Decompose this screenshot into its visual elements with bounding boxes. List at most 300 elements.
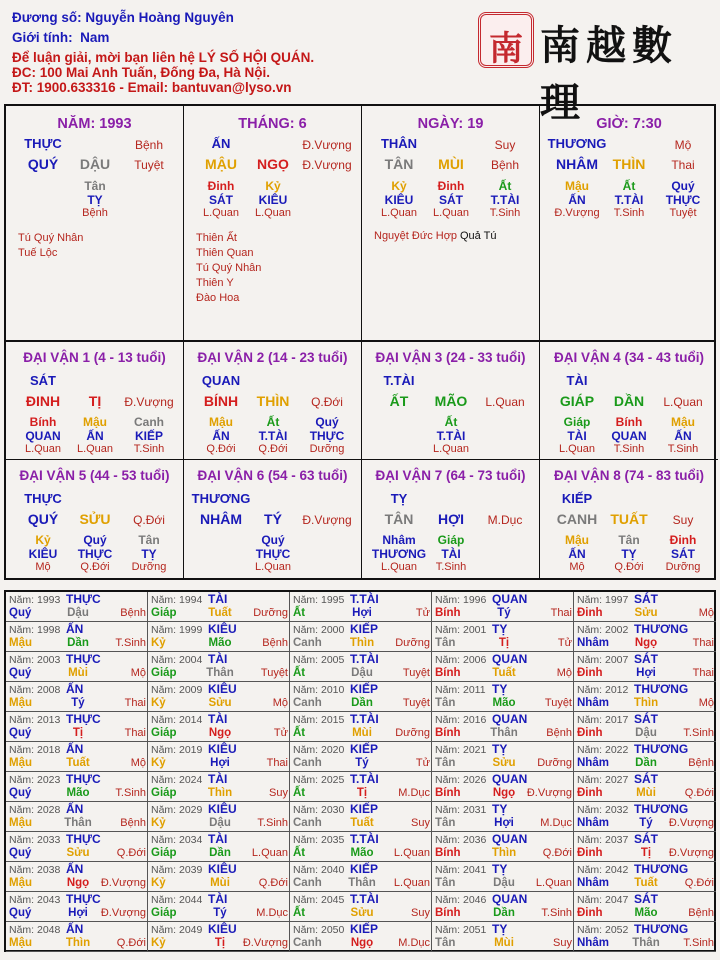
dv-hidden-can: Ất bbox=[444, 415, 458, 429]
chi: MÙI bbox=[438, 156, 464, 172]
year-state: Đ.Vượng bbox=[668, 817, 714, 829]
year-chi: Dậu bbox=[635, 727, 657, 739]
gender-line bbox=[12, 30, 109, 45]
year-state: Thai bbox=[266, 757, 288, 769]
year-state: Q.Đới bbox=[116, 847, 146, 859]
year-can: Mậu bbox=[9, 937, 32, 949]
year-chi: Tý bbox=[71, 697, 85, 709]
year-chi: Thìn bbox=[633, 697, 659, 709]
dv-hidden-can: Tân bbox=[138, 533, 160, 547]
year-star: TỴ bbox=[492, 862, 508, 876]
year-star: TỴ bbox=[492, 742, 508, 756]
dv-hidden-can: Quý bbox=[83, 533, 107, 547]
year-state: Tử bbox=[273, 727, 288, 739]
year-can: Canh bbox=[293, 757, 322, 769]
seal-stamp-icon bbox=[478, 12, 534, 68]
year-star: T.TÀI bbox=[350, 892, 379, 906]
year-cell bbox=[290, 592, 432, 622]
year-chi: Mùi bbox=[210, 877, 230, 889]
year-can: Quý bbox=[9, 847, 32, 859]
year-label: Năm: 2036 bbox=[435, 834, 487, 846]
dai-van-chi: TỊ bbox=[88, 393, 102, 409]
year-chi: Thân bbox=[632, 937, 660, 949]
year-star: KIẾP bbox=[350, 922, 379, 936]
year-can: Tân bbox=[435, 637, 456, 649]
chi: DẬU bbox=[79, 156, 111, 172]
year-can: Nhâm bbox=[577, 937, 609, 949]
year-state: Bệnh bbox=[262, 637, 288, 649]
year-cell bbox=[6, 592, 148, 622]
year-star: THỰC bbox=[66, 652, 101, 666]
dai-van-chi: MÃO bbox=[434, 393, 468, 409]
year-chi: Dần bbox=[493, 907, 515, 919]
dai-van-chi: TUẤT bbox=[610, 511, 648, 527]
year-chi: Tý bbox=[497, 607, 511, 619]
year-label: Năm: 2039 bbox=[151, 864, 203, 876]
year-chi: Hợi bbox=[494, 817, 514, 829]
year-chi: Sửu bbox=[66, 847, 90, 859]
dv-hidden-state: T.Sinh bbox=[613, 443, 645, 455]
year-can: Mậu bbox=[9, 757, 32, 769]
year-can: Canh bbox=[293, 637, 322, 649]
dai-van-5 bbox=[6, 460, 184, 578]
hidden-can: Mậu bbox=[565, 179, 589, 193]
year-cell bbox=[574, 652, 716, 682]
year-star: ẤN bbox=[66, 622, 84, 636]
thap-than: THƯƠNG bbox=[547, 136, 607, 151]
year-can: Bính bbox=[435, 907, 461, 919]
dai-van-state: Q.Đới bbox=[311, 395, 343, 409]
year-chi: Sửu bbox=[350, 907, 374, 919]
year-star: ẤN bbox=[66, 922, 84, 936]
year-cell bbox=[290, 802, 432, 832]
year-star: ẤN bbox=[66, 682, 84, 696]
year-cell bbox=[148, 922, 290, 952]
dai-van-can: CANH bbox=[556, 511, 598, 527]
pillar-0 bbox=[6, 106, 184, 340]
dv-hidden-can: Tân bbox=[618, 533, 640, 547]
year-chi: Tuất bbox=[634, 877, 658, 889]
can: MẬU bbox=[205, 156, 237, 172]
year-cell bbox=[6, 712, 148, 742]
dv-hidden-star: QUAN bbox=[611, 429, 647, 443]
year-can: Tân bbox=[435, 697, 456, 709]
year-can: Bính bbox=[435, 787, 461, 799]
year-chi: Mùi bbox=[494, 937, 514, 949]
year-label: Năm: 2019 bbox=[151, 744, 203, 756]
pillar-title: GIỜ: 7:30 bbox=[596, 116, 662, 132]
dai-van-state: Suy bbox=[672, 513, 694, 527]
dai-van-chi: SỬU bbox=[79, 511, 111, 527]
year-chi: Dần bbox=[209, 847, 231, 859]
year-chi: Thân bbox=[206, 667, 234, 679]
dv-hidden-state: L.Quan bbox=[558, 443, 596, 455]
year-chi: Hợi bbox=[68, 907, 88, 919]
thap-than: THÂN bbox=[380, 136, 418, 151]
year-star: T.TÀI bbox=[350, 652, 379, 666]
year-star: TỴ bbox=[492, 922, 508, 936]
shensha: Thiên Y bbox=[196, 277, 234, 289]
year-label: Năm: 2050 bbox=[293, 924, 345, 936]
dv-hidden-star: KIẾP bbox=[134, 429, 163, 443]
year-can: Ất bbox=[293, 607, 306, 619]
hidden-star: KIÊU bbox=[258, 193, 288, 207]
hidden-can: Quý bbox=[671, 179, 695, 193]
dv-hidden-state: L.Quan bbox=[24, 443, 62, 455]
brand-logo: 南越數理 bbox=[540, 22, 678, 126]
dv-hidden-state: Dưỡng bbox=[309, 443, 345, 455]
year-label: Năm: 2026 bbox=[435, 774, 487, 786]
dai-van-title: ĐẠI VẬN 3 (24 - 33 tuổi) bbox=[375, 350, 526, 365]
dv-hidden-can: Nhâm bbox=[382, 533, 416, 547]
year-state: Mộ bbox=[698, 607, 714, 619]
year-can: Đinh bbox=[577, 607, 603, 619]
year-cell bbox=[574, 832, 716, 862]
year-state: Dưỡng bbox=[253, 607, 288, 619]
year-star: TÀI bbox=[208, 592, 228, 606]
year-chi: Tị bbox=[72, 727, 84, 739]
year-can: Canh bbox=[293, 697, 322, 709]
year-star: TỴ bbox=[492, 682, 508, 696]
year-can: Bính bbox=[435, 727, 461, 739]
year-state: T.Sinh bbox=[541, 907, 572, 919]
dv-hidden-star: ẤN bbox=[212, 429, 230, 443]
year-cell bbox=[432, 742, 574, 772]
hidden-state: Đ.Vượng bbox=[554, 207, 600, 219]
year-state: L.Quan bbox=[393, 847, 430, 859]
year-star: KIẾP bbox=[350, 802, 379, 816]
four-pillars-panel bbox=[4, 104, 716, 342]
address-line: ĐC: 100 Mai Anh Tuấn, Đống Đa, Hà Nội. bbox=[12, 65, 271, 80]
year-state: Mộ bbox=[130, 667, 146, 679]
year-chi: Dậu bbox=[351, 667, 373, 679]
year-chi: Hợi bbox=[636, 667, 656, 679]
shensha: Tuế Lộc bbox=[18, 247, 58, 259]
year-cell bbox=[432, 862, 574, 892]
dv-hidden-star: ẤN bbox=[86, 429, 104, 443]
gender-label: Giới tính: bbox=[12, 30, 73, 45]
year-label: Năm: 2020 bbox=[293, 744, 345, 756]
gender-value: Nam bbox=[80, 30, 110, 45]
year-label: Năm: 1998 bbox=[9, 624, 61, 636]
year-chi: Tý bbox=[213, 907, 227, 919]
year-can: Mậu bbox=[9, 817, 32, 829]
year-star: THỰC bbox=[66, 712, 101, 726]
year-star: THỰC bbox=[66, 592, 101, 606]
year-label: Năm: 1994 bbox=[151, 594, 203, 606]
hidden-star: T.TÀI bbox=[614, 193, 644, 207]
year-label: Năm: 2002 bbox=[577, 624, 629, 636]
year-state: M.Dục bbox=[540, 817, 572, 829]
year-chi: Mùi bbox=[352, 727, 372, 739]
year-can: Giáp bbox=[151, 667, 177, 679]
year-star: SÁT bbox=[634, 712, 658, 726]
year-cell bbox=[574, 742, 716, 772]
year-label: Năm: 2009 bbox=[151, 684, 203, 696]
year-state: Q.Đới bbox=[542, 847, 572, 859]
year-label: Năm: 2014 bbox=[151, 714, 203, 726]
year-label: Năm: 2021 bbox=[435, 744, 487, 756]
dv-hidden-can: Quý bbox=[315, 415, 339, 429]
hidden-state: L.Quan bbox=[380, 207, 418, 219]
dai-van-can: BÍNH bbox=[203, 393, 239, 409]
year-chi: Hợi bbox=[352, 607, 372, 619]
can: TÂN bbox=[384, 156, 414, 172]
year-cell bbox=[6, 892, 148, 922]
year-cell bbox=[6, 802, 148, 832]
year-can: Ất bbox=[293, 907, 306, 919]
dai-van-can: QUÝ bbox=[27, 511, 59, 527]
shensha: Tú Quý Nhân bbox=[18, 232, 84, 244]
year-chi: Thìn bbox=[491, 847, 517, 859]
year-chi: Tị bbox=[214, 937, 226, 949]
year-cell bbox=[148, 862, 290, 892]
year-chi: Tị bbox=[356, 787, 368, 799]
year-label: Năm: 2045 bbox=[293, 894, 345, 906]
hidden-star: TỴ bbox=[87, 193, 103, 207]
year-can: Quý bbox=[9, 727, 32, 739]
year-label: Năm: 2004 bbox=[151, 654, 203, 666]
dv-hidden-star: THỰC bbox=[255, 547, 291, 561]
dv-hidden-can: Mậu bbox=[83, 415, 107, 429]
dv-hidden-state: T.Sinh bbox=[667, 443, 699, 455]
year-star: THƯƠNG bbox=[634, 862, 689, 876]
seal-text: 南 bbox=[489, 29, 523, 69]
year-star: KIÊU bbox=[208, 862, 237, 876]
dai-van-can: NHÂM bbox=[200, 511, 242, 527]
dv-hidden-star: ẤN bbox=[568, 547, 586, 561]
dv-hidden-star: THỰC bbox=[309, 429, 345, 443]
dv-hidden-can: Canh bbox=[134, 415, 164, 429]
year-chi: Tý bbox=[355, 757, 369, 769]
can-state: Mộ bbox=[674, 138, 692, 152]
year-star: T.TÀI bbox=[350, 772, 379, 786]
pillar-1 bbox=[184, 106, 362, 340]
year-state: Suy bbox=[411, 907, 430, 919]
year-cell bbox=[290, 742, 432, 772]
year-label: Năm: 2015 bbox=[293, 714, 345, 726]
dai-van-star: SÁT bbox=[30, 373, 56, 388]
year-chi: Mùi bbox=[636, 787, 656, 799]
year-state: T.Sinh bbox=[683, 937, 714, 949]
year-star: T.TÀI bbox=[350, 712, 379, 726]
year-star: THỰC bbox=[66, 892, 101, 906]
year-cell bbox=[432, 622, 574, 652]
year-label: Năm: 2029 bbox=[151, 804, 203, 816]
year-star: KIÊU bbox=[208, 922, 237, 936]
can: QUÝ bbox=[27, 156, 59, 172]
dv-hidden-state: L.Quan bbox=[76, 443, 114, 455]
year-state: Tuyệt bbox=[402, 697, 430, 709]
year-star: ẤN bbox=[66, 862, 84, 876]
hidden-can: Ất bbox=[622, 179, 636, 193]
year-can: Kỷ bbox=[151, 697, 166, 709]
year-can: Đinh bbox=[577, 847, 603, 859]
dai-van-title: ĐẠI VẬN 7 (64 - 73 tuổi) bbox=[375, 468, 526, 483]
dai-van-3 bbox=[362, 342, 540, 460]
dv-hidden-state: L.Quan bbox=[432, 443, 470, 455]
year-can: Giáp bbox=[151, 907, 177, 919]
year-cell bbox=[290, 772, 432, 802]
shensha: Đào Hoa bbox=[196, 292, 240, 304]
year-state: Thai bbox=[550, 607, 572, 619]
year-label: Năm: 2007 bbox=[577, 654, 629, 666]
year-cell bbox=[290, 682, 432, 712]
dai-van-title: ĐẠI VẬN 5 (44 - 53 tuổi) bbox=[19, 468, 170, 483]
year-chi: Dậu bbox=[209, 817, 231, 829]
dv-hidden-star: T.TÀI bbox=[436, 429, 466, 443]
chi-state: Thai bbox=[671, 158, 695, 172]
year-state: Đ.Vượng bbox=[100, 877, 146, 889]
year-cell bbox=[574, 772, 716, 802]
year-star: QUAN bbox=[492, 712, 528, 726]
year-label: Năm: 2010 bbox=[293, 684, 345, 696]
year-chi: Sửu bbox=[492, 757, 516, 769]
dv-hidden-state: T.Sinh bbox=[435, 561, 467, 573]
year-label: Năm: 2047 bbox=[577, 894, 629, 906]
year-can: Nhâm bbox=[577, 757, 609, 769]
dv-hidden-can: Giáp bbox=[563, 415, 591, 429]
year-star: THƯƠNG bbox=[634, 682, 689, 696]
dv-hidden-star: TỴ bbox=[141, 547, 157, 561]
year-can: Canh bbox=[293, 817, 322, 829]
year-can: Đinh bbox=[577, 787, 603, 799]
year-cell bbox=[148, 592, 290, 622]
year-cell bbox=[290, 922, 432, 952]
dai-van-1 bbox=[6, 342, 184, 460]
year-label: Năm: 2024 bbox=[151, 774, 203, 786]
shensha: Tú Quý Nhân bbox=[196, 262, 262, 274]
year-cell bbox=[432, 592, 574, 622]
dai-van-state: L.Quan bbox=[485, 395, 525, 409]
contact-line: Để luận giải, mời bạn liên hệ LÝ SỐ HỘI QUÁN. bbox=[12, 50, 315, 65]
year-star: QUAN bbox=[492, 772, 528, 786]
year-chi: Thân bbox=[348, 877, 376, 889]
year-can: Quý bbox=[9, 787, 32, 799]
year-cell bbox=[574, 892, 716, 922]
hidden-can: Kỷ bbox=[265, 179, 281, 193]
year-state: T.Sinh bbox=[115, 787, 146, 799]
pillar-2 bbox=[362, 106, 540, 340]
year-state: Đ.Vượng bbox=[100, 907, 146, 919]
year-cell bbox=[432, 892, 574, 922]
year-cell bbox=[290, 832, 432, 862]
year-chi: Tị bbox=[640, 847, 652, 859]
dv-hidden-can: Mậu bbox=[565, 533, 589, 547]
shensha: Quả Tú bbox=[460, 230, 497, 242]
year-cell bbox=[148, 832, 290, 862]
year-label: Năm: 2049 bbox=[151, 924, 203, 936]
year-state: Suy bbox=[411, 817, 430, 829]
dv-hidden-state: Dưỡng bbox=[665, 561, 701, 573]
year-star: THỰC bbox=[66, 832, 101, 846]
year-star: TÀI bbox=[208, 712, 228, 726]
dv-hidden-state: Q.Đới bbox=[614, 561, 644, 573]
dai-van-title: ĐẠI VẬN 2 (14 - 23 tuổi) bbox=[197, 350, 348, 365]
year-state: Dưỡng bbox=[395, 637, 430, 649]
year-label: Năm: 2000 bbox=[293, 624, 345, 636]
year-state: L.Quan bbox=[393, 877, 430, 889]
can-state: Suy bbox=[494, 138, 516, 152]
year-state: M.Dục bbox=[398, 787, 430, 799]
year-star: KIÊU bbox=[208, 742, 237, 756]
year-state: L.Quan bbox=[251, 847, 288, 859]
year-label: Năm: 2008 bbox=[9, 684, 61, 696]
year-chi: Tuất bbox=[208, 607, 232, 619]
year-label: Năm: 2028 bbox=[9, 804, 61, 816]
year-label: Năm: 2046 bbox=[435, 894, 487, 906]
pillar-3 bbox=[540, 106, 718, 340]
year-state: L.Quan bbox=[535, 877, 572, 889]
year-label: Năm: 2023 bbox=[9, 774, 61, 786]
year-cell bbox=[6, 862, 148, 892]
year-state: Thai bbox=[692, 637, 714, 649]
year-chi: Hợi bbox=[210, 757, 230, 769]
year-state: Q.Đới bbox=[116, 937, 146, 949]
year-label: Năm: 2006 bbox=[435, 654, 487, 666]
can-state: Bệnh bbox=[134, 138, 164, 152]
year-can: Ất bbox=[293, 727, 306, 739]
dai-van-can: ĐINH bbox=[25, 393, 61, 409]
year-state: Thai bbox=[692, 667, 714, 679]
year-label: Năm: 2035 bbox=[293, 834, 345, 846]
year-label: Năm: 2017 bbox=[577, 714, 629, 726]
year-label: Năm: 2003 bbox=[9, 654, 61, 666]
phone-email-line: ĐT: 1900.633316 - Email: bantuvan@lyso.vn bbox=[12, 80, 292, 95]
year-state: M.Dục bbox=[256, 907, 288, 919]
year-can: Giáp bbox=[151, 607, 177, 619]
year-can: Kỷ bbox=[151, 817, 166, 829]
year-state: Bệnh bbox=[688, 757, 714, 769]
year-label: Năm: 1996 bbox=[435, 594, 487, 606]
year-star: TỴ bbox=[492, 802, 508, 816]
year-chi: Thìn bbox=[65, 937, 91, 949]
year-chi: Thân bbox=[64, 817, 92, 829]
year-star: KIÊU bbox=[208, 682, 237, 696]
year-star: TÀI bbox=[208, 832, 228, 846]
year-can: Giáp bbox=[151, 847, 177, 859]
year-label: Năm: 2040 bbox=[293, 864, 345, 876]
year-chi: Mão bbox=[66, 787, 90, 799]
year-cell bbox=[148, 802, 290, 832]
year-label: Năm: 1999 bbox=[151, 624, 203, 636]
dv-hidden-can: Kỷ bbox=[35, 533, 51, 547]
year-label: Năm: 2018 bbox=[9, 744, 61, 756]
year-label: Năm: 2016 bbox=[435, 714, 487, 726]
year-cell bbox=[290, 622, 432, 652]
year-state: Thai bbox=[124, 727, 146, 739]
year-state: T.Sinh bbox=[115, 637, 146, 649]
dai-van-star: TÀI bbox=[566, 373, 588, 388]
chi-state: Đ.Vượng bbox=[302, 158, 352, 172]
dv-hidden-state: Mộ bbox=[35, 561, 51, 573]
chi: NGỌ bbox=[257, 156, 289, 172]
year-cell bbox=[148, 712, 290, 742]
year-cell bbox=[432, 712, 574, 742]
year-cell bbox=[432, 772, 574, 802]
year-cell bbox=[290, 892, 432, 922]
year-cell bbox=[290, 862, 432, 892]
year-label: Năm: 1997 bbox=[577, 594, 629, 606]
dv-hidden-state: L.Quan bbox=[380, 561, 418, 573]
chi: THÌN bbox=[612, 156, 646, 172]
year-state: Suy bbox=[553, 937, 572, 949]
year-state: Tử bbox=[415, 757, 430, 769]
year-star: KIẾP bbox=[350, 682, 379, 696]
year-state: Mộ bbox=[130, 757, 146, 769]
year-chi: Tuất bbox=[66, 757, 90, 769]
chi-state: Bệnh bbox=[490, 158, 520, 172]
